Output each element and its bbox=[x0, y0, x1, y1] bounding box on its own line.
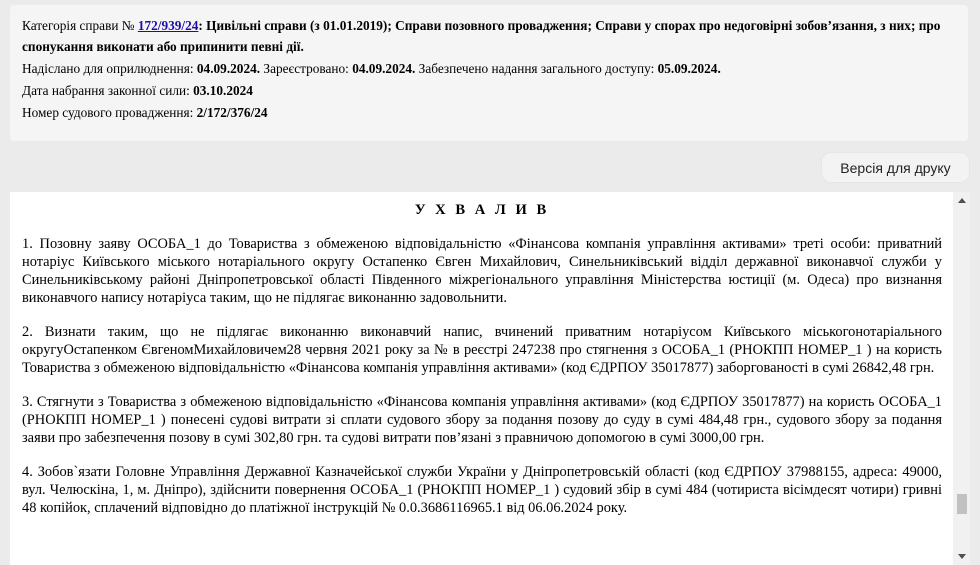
case-category bbox=[22, 15, 956, 57]
publication-dates: Надіслано для оприлюднення: 04.09.2024. Зареєстровано: 04.09.2024. Забезпечено надання загального доступу: 05.09.2024. bbox=[22, 61, 721, 76]
sent-date: 04.09.2024. bbox=[196, 61, 261, 76]
case-number-link[interactable]: 172/939/24 bbox=[137, 18, 199, 33]
document-text-panel bbox=[10, 192, 970, 565]
vertical-scrollbar[interactable] bbox=[953, 192, 970, 565]
scrollbar-thumb[interactable] bbox=[957, 494, 967, 514]
paragraph-4: 4. Зобов`язати Головне Управління Державної Казначейської служби України у Дніпропетровській області (код ЄДРПОУ 37988155, адреса: 49000, вул. Челюскіна, 1, м. Дніпро), здійснити повернення ОСОБА_1 (РНОКПП НОМЕР_1 ) судовий збір в сумі 484 (чотириста вісімдесят чотири) гривні 48 копійок, сплачений відповідно до платіжної інструкцій № 0.0.3686116965.1 від 06.06.2024 року. bbox=[22, 464, 942, 516]
paragraph-3: 3. Стягнути з Товариства з обмеженою відповідальністю «Фінансова компанія управління активами» (код ЄДРПОУ 35017877) на користь ОСОБА_1 (РНОКПП НОМЕР_1 ) понесені судові витрати зі сплати судового збору за подання позову до суду в сумі 484,48 грн., судового збору за подання заяви про забезпечення позову в сумі 302,80 грн. та судові витрати пов’язані з правничою допомогою в сумі 3000,00 грн. bbox=[22, 394, 942, 446]
proceeding-number-value: 2/172/376/24 bbox=[196, 105, 268, 120]
scroll-down-arrow-icon[interactable] bbox=[953, 548, 970, 565]
case-info-panel bbox=[10, 5, 968, 141]
scroll-up-arrow-icon[interactable] bbox=[953, 192, 970, 209]
document-body bbox=[22, 192, 942, 533]
proceeding-number: Номер судового провадження: 2/172/376/24 bbox=[22, 105, 268, 120]
access-date: 05.09.2024. bbox=[657, 61, 721, 76]
document-title: У Х В А Л И В bbox=[414, 202, 550, 218]
legal-force-date: Дата набрання законної сили: 03.10.2024 bbox=[22, 83, 253, 98]
registered-date: 04.09.2024. bbox=[352, 61, 416, 76]
paragraph-2: 2. Визнати таким, що не підлягає виконанню виконавчий напис, вчинений приватним нотаріусом Київського міськогонотаріального округуОстапенком ЄвгеномМихайловичем28 червня 2021 року за № в реєстрі 247238 про стягнення з ОСОБА_1 (РНОКПП НОМЕР_1 ) на користь Товариства з обмеженою відповідальністю «Фінансова компанія управління активами» (код ЄДРПОУ 35017877) заборгованості в сумі 26842,48 грн. bbox=[22, 324, 942, 376]
print-version-button[interactable]: Версія для друку bbox=[821, 152, 970, 183]
category-text: : Цивільні справи (з 01.01.2019); Справи позовного провадження; Справи у спорах про недоговірні зобов’язання, з них; про спонукання виконати або припинити певні дії. bbox=[22, 18, 941, 54]
category-prefix: Категорія справи № bbox=[22, 18, 138, 33]
force-date-value: 03.10.2024 bbox=[193, 83, 253, 98]
paragraph-1: 1. Позовну заяву ОСОБА_1 до Товариства з обмеженою відповідальністю «Фінансова компанія управління активами» треті особи: приватний нотаріус Київського міського нотаріального округу Остапенко Євген Михайлович, Синельниківський відділ державної виконавчої служби у Синельниківському районі Дніпропетровської області Південного міжрегіонального управління Міністерства юстиції (м. Одеса) про визнання виконавчого напису нотаріуса таким, що не підлягає виконанню задовольнити. bbox=[22, 236, 942, 306]
